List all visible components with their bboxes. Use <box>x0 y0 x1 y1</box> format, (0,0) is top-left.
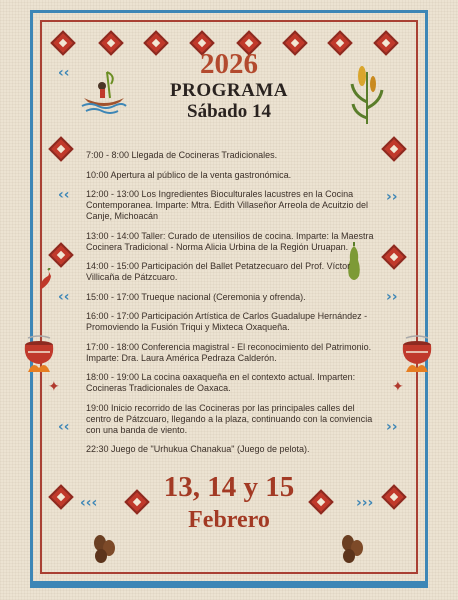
program-item: 19:00 Inicio recorrido de las Cocineras por las principales calles del centro de Pátzcuaro, llegando a la plaza, continuando con la conviencia con una banda de viento. <box>86 402 373 435</box>
chili-pepper-icon <box>36 268 54 292</box>
chevron-ornament: ›› <box>386 189 398 205</box>
program-heading: PROGRAMA <box>170 80 288 101</box>
program-item: 10:00 Apertura al público de la venta gastronómica. <box>86 169 292 180</box>
program-item: 15:00 - 17:00 Trueque nacional (Ceremonia y ofrenda). <box>86 291 306 302</box>
program-item: 13:00 - 14:00 Taller: Curado de utensilios de cocina. Imparte: la Maestra Cocinera Tradicional - Norma Alicia Urbina de la Región Uruapan. <box>86 230 374 252</box>
cross-ornament: ✦ <box>48 379 60 395</box>
program-item: 12:00 - 13:00 Los Ingredientes Bioculturales lacustres en la Cocina Contemporanea. Imparte: Mtra. Edith Villaseñor Arreola de Acuitzio del Canje, Michoacán <box>86 189 368 221</box>
event-month: Febrero <box>188 507 270 533</box>
program-list <box>86 150 382 464</box>
chevron-ornament: ‹‹ <box>58 187 70 203</box>
clay-pot-icon <box>20 334 58 374</box>
chevron-ornament: ›› <box>386 419 398 435</box>
program-item: 17:00 - 18:00 Conferencia magistral - El reconocimiento del Patrimonio. Imparte: Dra. Laura América Pedraza Calderón. <box>86 341 372 363</box>
cacao-beans-icon <box>340 534 364 564</box>
chevron-ornament: ››› <box>356 495 374 511</box>
chevron-ornament: ›› <box>386 289 398 305</box>
chevron-ornament: ‹‹ <box>58 419 70 435</box>
cacao-beans-icon <box>92 534 116 564</box>
day-heading: Sábado 14 <box>187 101 271 122</box>
program-item: 14:00 - 15:00 Participación del Ballet Petatzecuaro del Prof. Víctor Villicaña de Pátzcuaro. <box>86 261 351 282</box>
program-item: 16:00 - 17:00 Participación Artística de Carlos Guadalupe Hernández - Promoviendo la Fusión Triqui y Mixteca Oxaqueña. <box>86 311 368 332</box>
bottom-border-bar <box>30 582 428 588</box>
program-item: 7:00 - 8:00 Llegada de Cocineras Tradicionales. <box>86 150 278 160</box>
program-item: 22:30 Juego de "Urhukua Chanakua" (Juego de pelota). <box>86 444 310 454</box>
clay-pot-icon <box>398 334 436 374</box>
chevron-ornament: ‹‹ <box>58 289 70 305</box>
year-heading: 2026 <box>200 48 258 80</box>
chevron-ornament: ‹‹ <box>58 65 70 81</box>
cross-ornament: ✦ <box>392 379 404 395</box>
program-item: 18:00 - 19:00 La cocina oaxaqueña en el contexto actual. Imparten: Cocineras Tradicionales de Oaxaca. <box>86 372 356 393</box>
event-dates: 13, 14 y 15 <box>163 471 295 503</box>
chevron-ornament: ‹‹‹ <box>80 495 98 511</box>
